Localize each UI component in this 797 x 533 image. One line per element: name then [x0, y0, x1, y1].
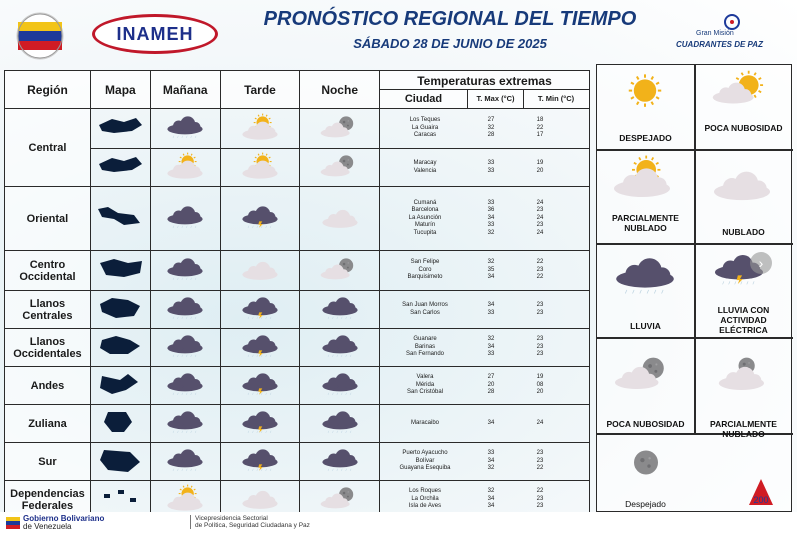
legend-parcial-icon	[607, 153, 677, 207]
city-tmax: 32	[487, 229, 495, 236]
city-name: La Asunción	[408, 214, 442, 221]
legend-despejado-icon	[617, 71, 673, 115]
noche-weather-icon	[300, 109, 380, 149]
table-row	[5, 443, 590, 481]
city-tmin: 23	[536, 495, 544, 502]
city-row	[382, 230, 589, 238]
city-tmin: 23	[536, 351, 544, 358]
map-icon	[94, 332, 146, 360]
city-row	[382, 465, 589, 473]
city-tmax: 34	[487, 503, 495, 510]
map-icon	[94, 255, 146, 283]
page-title: PRONÓSTICO REGIONAL DEL TIEMPO	[263, 8, 637, 30]
next-arrow-button[interactable]: ›	[750, 252, 772, 274]
tarde-weather-icon	[220, 443, 300, 481]
map-icon	[94, 484, 146, 512]
footer	[0, 512, 797, 533]
region-map	[90, 109, 150, 149]
region-map	[90, 405, 150, 443]
city-tmax: 33	[487, 222, 495, 229]
city-name: Tucupita	[413, 229, 437, 236]
city-temps	[380, 443, 590, 481]
city-name: Guanare	[413, 336, 437, 343]
city-tmax: 28	[487, 132, 495, 139]
legend-despejado-noche-icon	[621, 445, 671, 485]
city-tmin: 23	[536, 503, 544, 510]
city-tmax: 28	[487, 389, 495, 396]
tarde-weather-icon	[220, 329, 300, 367]
city-tmax: 32	[487, 124, 495, 131]
city-row	[382, 160, 589, 168]
tarde-weather-icon	[220, 367, 300, 405]
col-noche: Noche	[300, 71, 380, 109]
table-row	[5, 405, 590, 443]
col-tarde: Tarde	[220, 71, 300, 109]
region-map	[90, 329, 150, 367]
tarde-weather-icon	[220, 109, 300, 149]
city-row	[382, 420, 589, 428]
city-row	[382, 207, 589, 215]
city-tmin: 20	[536, 389, 544, 396]
city-name: Mérida	[415, 381, 435, 388]
city-tmax: 32	[487, 336, 495, 343]
tarde-weather-icon	[220, 405, 300, 443]
city-name: Barquisimeto	[407, 274, 443, 281]
table-row	[5, 187, 590, 251]
city-row	[382, 274, 589, 282]
city-tmax: 35	[487, 266, 495, 273]
city-tmin: 23	[536, 222, 544, 229]
city-name: Valera	[416, 374, 434, 381]
noche-weather-icon	[300, 443, 380, 481]
city-name: Valencia	[413, 167, 437, 174]
city-tmin: 22	[536, 124, 544, 131]
city-row	[382, 302, 589, 310]
vicepresidencia-label: Vicepresidencia Sectorial de Política, Seguridad Ciudadana y Paz	[190, 515, 310, 529]
city-tmax: 34	[487, 419, 495, 426]
region-name: Central	[5, 109, 91, 187]
city-temps	[380, 405, 590, 443]
city-tmax: 20	[487, 381, 495, 388]
legend-nublado-icon	[707, 159, 777, 213]
map-icon	[94, 203, 146, 231]
city-tmax: 34	[487, 274, 495, 281]
anniversary-emblem-icon	[745, 475, 777, 509]
map-icon	[94, 152, 146, 180]
header	[0, 0, 797, 68]
city-tmin: 19	[536, 160, 544, 166]
city-tmin: 22	[536, 465, 544, 472]
city-row	[382, 200, 589, 208]
forecast-table	[4, 70, 590, 519]
city-name: Barcelona	[411, 207, 439, 214]
region-map	[90, 291, 150, 329]
city-tmax: 34	[487, 343, 495, 350]
city-tmax: 34	[487, 214, 495, 221]
city-temps	[380, 251, 590, 291]
gobierno-logo: Gobierno Bolivariano de Venezuela	[6, 515, 104, 531]
city-tmin: 20	[536, 167, 544, 174]
city-row	[382, 215, 589, 223]
region-name: Andes	[5, 367, 91, 405]
city-row	[382, 259, 589, 267]
col-temps: Temperaturas extremas Ciudad T. Max (°C) T. Min (°C)	[380, 71, 590, 109]
region-map	[90, 251, 150, 291]
city-row	[382, 168, 589, 176]
city-tmin: 17	[536, 132, 544, 139]
col-manana: Mañana	[150, 71, 220, 109]
legend-parcial-noche-icon	[713, 353, 771, 399]
city-row	[382, 125, 589, 133]
city-name: Coro	[418, 266, 432, 273]
manana-weather-icon	[150, 109, 220, 149]
city-tmin: 23	[536, 309, 544, 316]
city-row	[382, 222, 589, 230]
city-name: San Cristóbal	[406, 389, 444, 396]
city-tmax: 34	[487, 495, 495, 502]
city-tmin: 24	[536, 229, 544, 236]
col-mapa: Mapa	[90, 71, 150, 109]
map-icon	[94, 370, 146, 398]
city-row	[382, 336, 589, 344]
city-name: Maturín	[414, 222, 436, 229]
tarde-weather-icon	[220, 291, 300, 329]
region-name: Llanos Centrales	[5, 291, 91, 329]
region-name: Centro Occidental	[5, 251, 91, 291]
city-name: San Juan Morros	[402, 302, 448, 308]
manana-weather-icon	[150, 367, 220, 405]
city-name: La Guaira	[411, 124, 439, 131]
city-tmax: 36	[487, 207, 495, 214]
noche-weather-icon	[300, 149, 380, 187]
col-region: Región	[5, 71, 91, 109]
tarde-weather-icon	[220, 187, 300, 251]
city-tmin: 24	[536, 419, 544, 426]
svg-text:200: 200	[753, 495, 769, 505]
city-temps	[380, 367, 590, 405]
city-name: Los Roques	[408, 488, 442, 495]
legend-poca-noche-icon	[611, 351, 677, 402]
city-name: Isla de Aves	[408, 503, 442, 510]
venezuela-shield-icon	[12, 12, 68, 60]
city-tmin: 23	[536, 450, 544, 457]
table-row	[5, 149, 590, 187]
city-tmin: 24	[536, 199, 544, 206]
city-row	[382, 267, 589, 275]
city-row	[382, 310, 589, 318]
venezuela-flag-icon	[6, 517, 20, 529]
map-icon	[94, 408, 146, 436]
noche-weather-icon	[300, 187, 380, 251]
region-map	[90, 187, 150, 251]
city-tmax: 34	[487, 302, 495, 308]
city-tmin: 22	[536, 259, 544, 266]
city-tmin: 18	[536, 117, 544, 124]
city-name: Cumaná	[413, 199, 437, 206]
city-tmax: 33	[487, 351, 495, 358]
city-tmin: 22	[536, 488, 544, 495]
city-tmin: 23	[536, 457, 544, 464]
map-icon	[94, 113, 146, 141]
city-temps	[380, 109, 590, 149]
table-row	[5, 329, 590, 367]
city-row	[382, 374, 589, 382]
noche-weather-icon	[300, 291, 380, 329]
map-icon	[94, 294, 146, 322]
city-temps	[380, 329, 590, 367]
city-tmin: 23	[536, 336, 544, 343]
city-row	[382, 450, 589, 458]
city-tmin: 23	[536, 343, 544, 350]
inameh-logo: INAMEH	[92, 14, 218, 54]
city-name: San Felipe	[410, 259, 440, 266]
table-row	[5, 291, 590, 329]
city-name: Maracaibo	[410, 419, 439, 426]
city-name: Los Teques	[409, 117, 441, 124]
city-row	[382, 117, 589, 125]
city-name: San Fernando	[405, 351, 445, 358]
city-tmax: 33	[487, 160, 495, 166]
table-row	[5, 109, 590, 149]
divider	[694, 65, 696, 433]
manana-weather-icon	[150, 291, 220, 329]
city-row	[382, 389, 589, 397]
divider	[597, 149, 793, 151]
city-tmax: 32	[487, 488, 495, 495]
city-tmax: 27	[487, 374, 495, 381]
city-tmin: 23	[536, 207, 544, 214]
city-name: Barinas	[414, 343, 436, 350]
divider	[597, 243, 793, 245]
city-name: Caracas	[413, 132, 437, 139]
region-name: Sur	[5, 443, 91, 481]
table-row	[5, 367, 590, 405]
city-tmax: 32	[487, 259, 495, 266]
city-temps	[380, 149, 590, 187]
region-name: Dependencias Federales	[5, 481, 91, 519]
city-name: Bolívar	[415, 457, 435, 464]
manana-weather-icon	[150, 149, 220, 187]
noche-weather-icon	[300, 367, 380, 405]
city-tmax: 27	[487, 117, 495, 124]
divider	[597, 337, 793, 339]
city-row	[382, 351, 589, 359]
manana-weather-icon	[150, 443, 220, 481]
region-map	[90, 367, 150, 405]
city-tmax: 32	[487, 465, 495, 472]
region-map	[90, 443, 150, 481]
city-row	[382, 496, 589, 504]
city-row	[382, 458, 589, 466]
legend-lluvia-icon	[609, 251, 681, 306]
city-row	[382, 488, 589, 496]
city-temps	[380, 187, 590, 251]
manana-weather-icon	[150, 251, 220, 291]
city-tmax: 33	[487, 450, 495, 457]
region-name: Zuliana	[5, 405, 91, 443]
tarde-weather-icon	[220, 149, 300, 187]
city-tmin: 08	[536, 381, 544, 388]
legend-poca-icon	[709, 69, 771, 117]
region-name: Llanos Occidentales	[5, 329, 91, 367]
noche-weather-icon	[300, 405, 380, 443]
city-tmin: 19	[536, 374, 544, 381]
table-row	[5, 251, 590, 291]
city-tmax: 33	[487, 167, 495, 174]
city-tmin: 22	[536, 274, 544, 281]
city-tmin: 23	[536, 302, 544, 308]
city-name: La Orchila	[411, 495, 439, 502]
city-tmax: 33	[487, 309, 495, 316]
city-name: Puerto Ayacucho	[402, 450, 448, 457]
mision-emblem-icon	[676, 12, 788, 32]
city-tmax: 34	[487, 457, 495, 464]
city-name: San Carlos	[410, 309, 440, 316]
city-row	[382, 503, 589, 511]
legend-panel: DESPEJADO POCA NUBOSIDAD PARCIALMENTE NUBLADO NUBLADO LLUVIA LLUVIA CON ACTIVIDAD ELÉCTRICA POCA NUBOSIDAD PARCIALMENTE NUBLADO Despejado 200	[596, 64, 792, 512]
page-date: SÁBADO 28 DE JUNIO DE 2025	[353, 36, 547, 51]
city-row	[382, 132, 589, 140]
tarde-weather-icon	[220, 251, 300, 291]
region-name: Oriental	[5, 187, 91, 251]
city-row	[382, 382, 589, 390]
city-name: Guayana Esequiba	[399, 465, 451, 472]
map-icon	[94, 446, 146, 474]
city-row	[382, 344, 589, 352]
city-tmax: 33	[487, 199, 495, 206]
noche-weather-icon	[300, 251, 380, 291]
city-tmin: 24	[536, 214, 544, 221]
manana-weather-icon	[150, 405, 220, 443]
manana-weather-icon	[150, 187, 220, 251]
city-temps	[380, 291, 590, 329]
region-map	[90, 149, 150, 187]
city-name: Maracay	[413, 160, 437, 166]
city-tmin: 23	[536, 266, 544, 273]
noche-weather-icon	[300, 329, 380, 367]
mision-logo: Gran Misión CUADRANTES DE PAZ	[676, 12, 788, 62]
manana-weather-icon	[150, 329, 220, 367]
